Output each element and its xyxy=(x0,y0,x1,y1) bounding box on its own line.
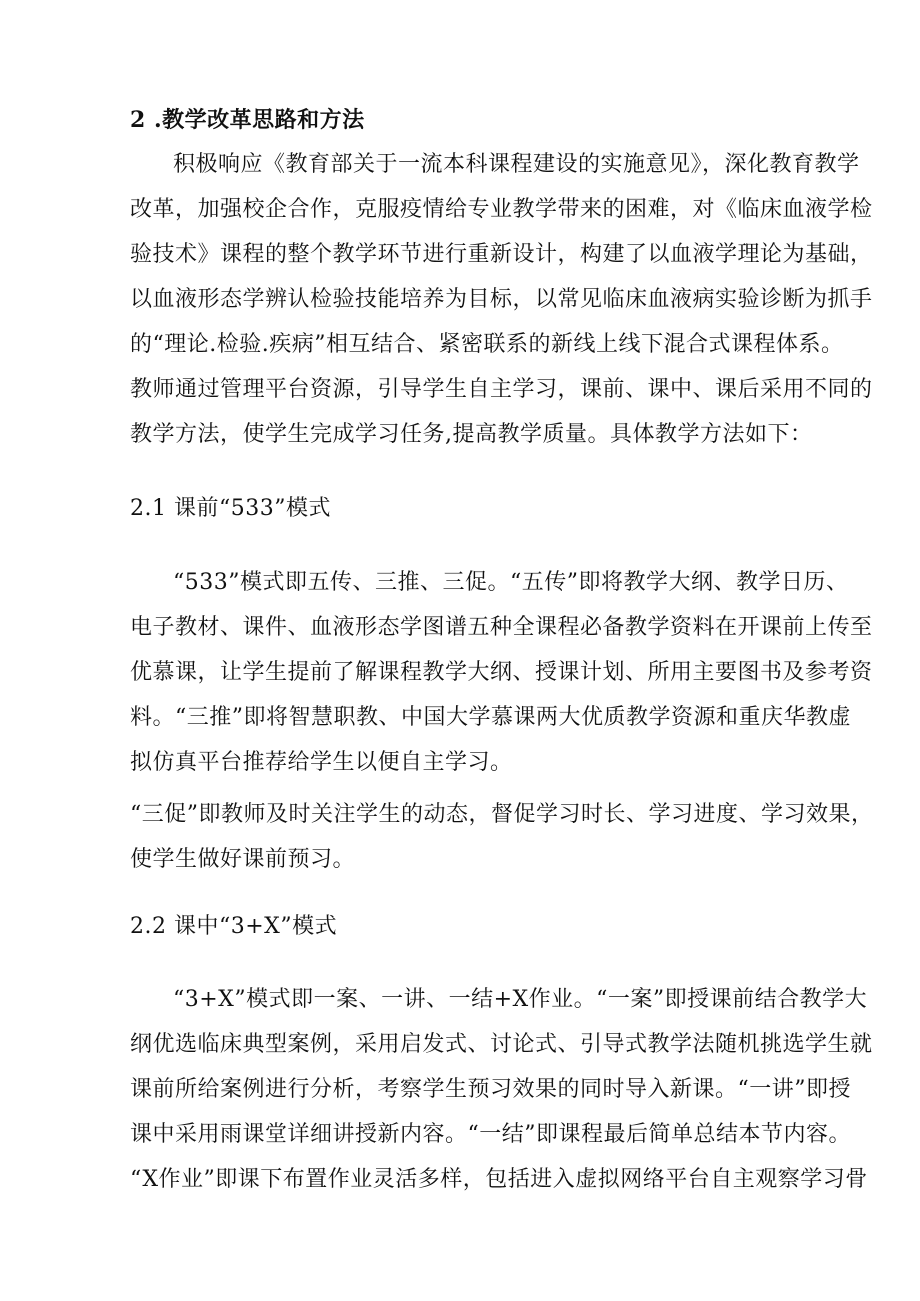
subsection-heading-2-2: 2.2 课中“3+X”模式 xyxy=(130,914,338,939)
intro-line-4: 以血液形态学辨认检验技能培养为目标，以常见临床血液病实验诊断为抓手 xyxy=(130,287,873,312)
sub1-line-5: 拟仿真平台推荐给学生以便自主学习。 xyxy=(130,750,513,775)
sub1-extra-line-1: “三促”即教师及时关注学生的动态，督促学习时长、学习进度、学习效果， xyxy=(130,802,874,827)
intro-line-3: 验技术》课程的整个教学环节进行重新设计，构建了以血液学理论为基础， xyxy=(130,242,873,267)
sub1-line-3: 优慕课，让学生提前了解课程教学大纲、授课计划、所用主要图书及参考资 xyxy=(130,660,873,685)
intro-line-2: 改革，加强校企合作，克服疫情给专业教学带来的困难，对《临床血液学检 xyxy=(130,197,873,222)
sub2-line-5: “X作业”即课下布置作业灵活多样，包括进入虚拟网络平台自主观察学习骨 xyxy=(130,1167,868,1192)
intro-line-1: 积极响应《教育部关于一流本科课程建设的实施意见》，深化教育教学 xyxy=(173,152,860,177)
sub1-line-4: 料。“三推”即将智慧职教、中国大学慕课两大优质教学资源和重庆华教虚 xyxy=(130,705,851,730)
intro-line-7: 教学方法，使学生完成学习任务,提高教学质量。具体教学方法如下： xyxy=(130,422,813,447)
sub1-extra-line-2: 使学生做好课前预习。 xyxy=(130,847,356,872)
subsection-heading-2-1: 2.1 课前“533”模式 xyxy=(130,496,331,521)
sub1-line-1: “533”模式即五传、三推、三促。“五传”即将教学大纲、教学日历、 xyxy=(173,570,849,595)
sub1-line-2: 电子教材、课件、血液形态学图谱五种全课程必备教学资料在开课前上传至 xyxy=(130,615,873,640)
intro-line-6: 教师通过管理平台资源，引导学生自主学习，课前、课中、课后采用不同的 xyxy=(130,377,873,402)
sub2-line-4: 课中采用雨课堂详细讲授新内容。“一结”即课程最后简单总结本节内容。 xyxy=(130,1122,851,1147)
sub2-line-1: “3+X”模式即一案、一讲、一结+X作业。“一案”即授课前结合教学大 xyxy=(173,987,868,1012)
section-heading: 2 .教学改革思路和方法 xyxy=(130,107,365,133)
sub2-line-2: 纲优选临床典型案例，采用启发式、讨论式、引导式教学法随机挑选学生就 xyxy=(130,1032,873,1057)
intro-line-5: 的“理论.检验.疾病”相互结合、紧密联系的新线上线下混合式课程体系。 xyxy=(130,332,844,357)
sub2-line-3: 课前所给案例进行分析，考察学生预习效果的同时导入新课。“一讲”即授 xyxy=(130,1077,851,1102)
